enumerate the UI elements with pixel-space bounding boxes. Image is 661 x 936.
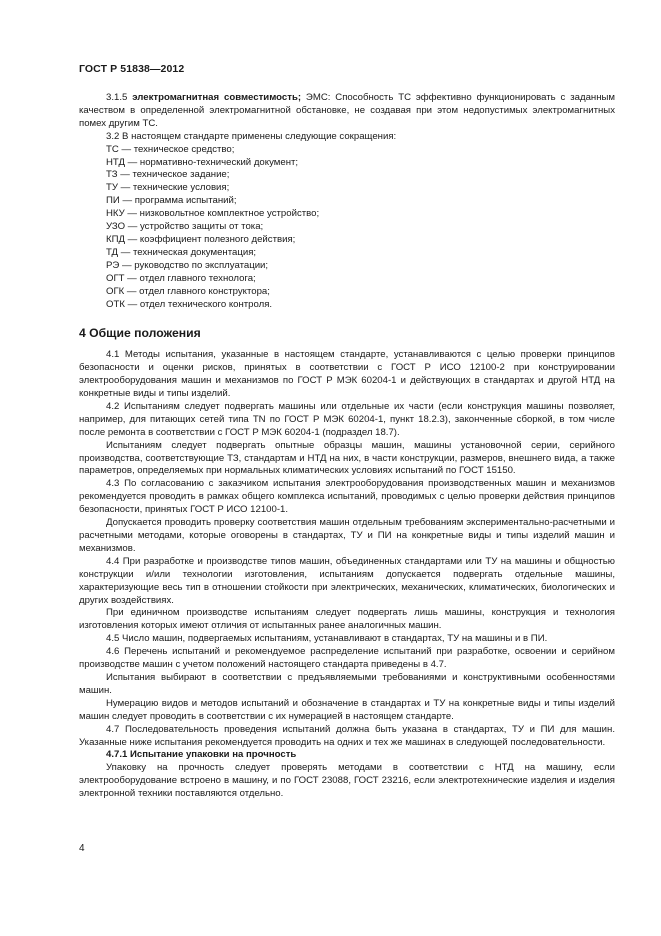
- list-item: ОГТ — отдел главного технолога;: [106, 272, 256, 284]
- list-item: ОГК — отдел главного конструктора;: [106, 285, 270, 297]
- section-title: 4 Общие положения: [79, 326, 201, 341]
- paragraph: Испытаниям следует подвергать опытные образцы машин, машины установочной серии, серийного производства, соответствующие ТЗ, стандартам и НТД на них, в части конструкции, размеров, внешнего вида, а также параметров, определяемых при нормальных климатических условиях испытаний по ГОСТ 15150.: [79, 439, 615, 477]
- paragraph: 4.4 При разработке и производстве типов машин, объединенных стандартами или ТУ на машины и общностью конструкции и/или технологии изготовления, испытаниям допускается подвергать отдельные машины, характеризующие весь тип в отношении стойкости при электрических, механических, климатических, биологических и других воздействиях.: [79, 555, 615, 606]
- list-item: ТУ — технические условия;: [106, 182, 230, 194]
- subsection-title: 4.7.1 Испытание упаковки на прочность: [106, 749, 297, 761]
- list-item: КПД — коэффициент полезного действия;: [106, 233, 296, 245]
- page-number: 4: [79, 843, 85, 854]
- paragraph: Нумерацию видов и методов испытаний и обозначение в стандартах и ТУ на конкретные виды и типы изделий машин следует проводить в соответствии с их нумерацией в настоящем стандарте.: [79, 697, 615, 722]
- paragraph: Испытания выбирают в соответствии с предъявляемыми требованиями и конструктивными особенностями машин.: [79, 671, 615, 696]
- paragraph-3-2: 3.2 В настоящем стандарте применены следующие сокращения:: [106, 130, 397, 142]
- list-item: НТД — нормативно-технический документ;: [106, 156, 299, 168]
- list-item: ТС — техническое средство;: [106, 143, 235, 155]
- list-item: ПИ — программа испытаний;: [106, 195, 237, 207]
- paragraph: Допускается проводить проверку соответствия машин отдельным требованиям экспериментально-расчетными и расчетными методами, которые оговорены в стандартах, ТУ и ПИ на конкретные виды и типы изделий машин и механизмов.: [79, 517, 615, 554]
- paragraph: 4.3 По согласованию с заказчиком испытания электрооборудования производственных машин и механизмов рекомендуется проводить в рамках общего комплекса испытаний, проводимых с целью проверки действия принципов безопасности, принятых ГОСТ Р ИСО 12100-1.: [79, 478, 615, 516]
- abbreviation-list: [79, 144, 615, 312]
- page-content: [79, 92, 615, 801]
- clause-number: 3.1.5: [106, 92, 128, 103]
- list-item: ТД — техническая документация;: [106, 246, 257, 258]
- document-code-header: ГОСТ Р 51838—2012: [79, 63, 185, 75]
- paragraph: 4.7 Последовательность проведения испытаний должна быть указана в стандартах, ТУ и ПИ для машин. Указанные ниже испытания рекомендуется проводить на одних и тех же машинах в следующей последовательности.: [79, 723, 615, 748]
- term-definition: ЭМС: Способность ТС эффективно функционировать с заданным качеством в определенной электромагнитной обстановке, не создавая при этом недопустимых электромагнитных помех другим ТС.: [79, 92, 615, 129]
- list-item: НКУ — низковольтное комплектное устройство;: [106, 208, 320, 220]
- list-item: УЗО — устройство защиты от тока;: [106, 221, 264, 233]
- list-item: ТЗ — техническое задание;: [106, 169, 230, 181]
- list-item: РЭ — руководство по эксплуатации;: [106, 259, 269, 271]
- paragraph: 4.5 Число машин, подвергаемых испытаниям, устанавливают в стандартах, ТУ на машины и в ПИ.: [106, 633, 548, 645]
- paragraph: 4.1 Методы испытания, указанные в настоящем стандарте, устанавливаются с целью проверки принципов безопасности и оценки рисков, принятых в соответствии с ГОСТ Р ИСО 12100-2 при конструировании электрооборудования машин и механизмов по ГОСТ Р МЭК 60204-1 и действующих в стандартах и другой НТД на конкретные виды и типы изделий.: [79, 349, 615, 400]
- paragraph-3-1-5: [79, 92, 615, 131]
- list-item: ОТК — отдел технического контроля.: [106, 298, 273, 310]
- paragraph: Упаковку на прочность следует проверять методами в соответствии с НТД на машину, если электрооборудование встроено в машину, и по ГОСТ 23088, ГОСТ 23216, если электротехнические изделия и изделия электронной техники поставляются отдельно.: [79, 762, 615, 800]
- term-bold: электромагнитная совместимость;: [132, 92, 302, 103]
- paragraph: При единичном производстве испытаниям следует подвергать лишь машины, конструкция и технология изготовления которых имеют отличия от испытанных ранее аналогичных машин.: [79, 607, 615, 632]
- paragraph: 4.2 Испытаниям следует подвергать машины или отдельные их части (если конструкция машины позволяет, например, для питающих сетей типа TN по ГОСТ Р МЭК 60204-1, пункт 18.2.3), законченные сборкой, в том числе после ремонта в соответствии с ГОСТ Р МЭК 60204-1 (подраздел 18.7).: [79, 400, 615, 438]
- paragraph: 4.6 Перечень испытаний и рекомендуемое распределение испытаний при разработке, освоении и серийном производстве машин с учетом положений настоящего стандарта приведены в 4.7.: [79, 646, 615, 671]
